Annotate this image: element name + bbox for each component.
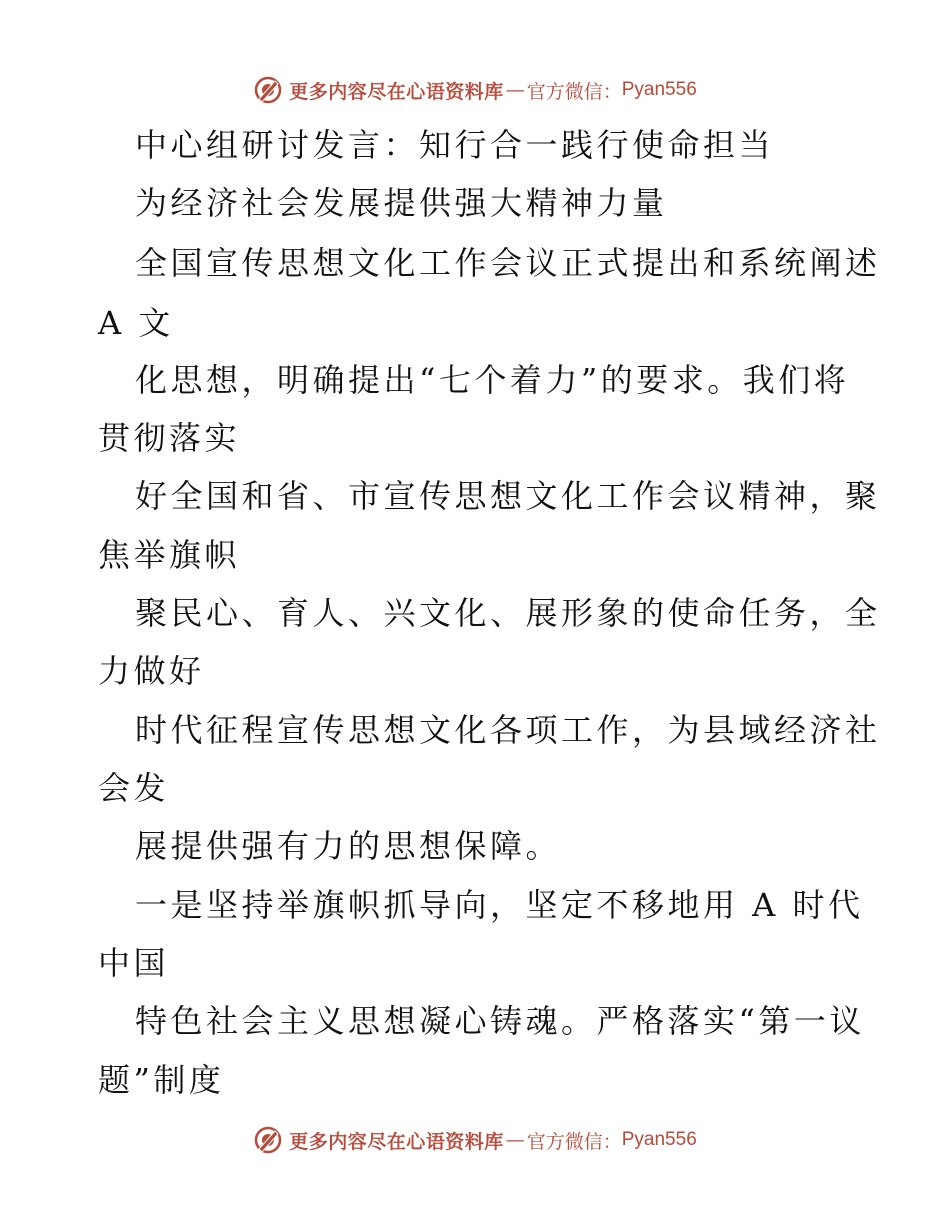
paragraph-line: 化思想，明确提出“七个着力”的要求。我们将 xyxy=(135,361,850,399)
paragraph-line: 时代征程宣传思想文化各项工作，为县域经济社 xyxy=(135,711,881,749)
header-banner xyxy=(0,70,950,110)
banner-title: 更多内容尽在心语资料库 xyxy=(289,1130,504,1153)
paragraph-line: 特色社会主义思想凝心铸魂。严格落实“第一议 xyxy=(135,1002,865,1040)
banner-dash: — xyxy=(505,1129,525,1151)
banner-wechat-id: Pyan556 xyxy=(621,1129,697,1150)
paragraph-line: 一是坚持举旗帜抓导向，坚定不移地用 A 时代 xyxy=(135,886,864,924)
footer-banner xyxy=(0,1120,950,1160)
paragraph-line: A 文 xyxy=(98,304,174,342)
paragraph-line: 中国 xyxy=(98,944,170,982)
banner-dash: — xyxy=(505,79,525,101)
paragraph-line: 好全国和省、市宣传思想文化工作会议精神，聚 xyxy=(135,477,881,515)
banner-title: 更多内容尽在心语资料库 xyxy=(289,80,504,103)
pen-circle-logo-icon xyxy=(253,75,283,105)
banner-wechat-id: Pyan556 xyxy=(621,79,697,100)
pen-circle-logo-icon xyxy=(253,1125,283,1155)
paragraph-line: 焦举旗帜 xyxy=(98,536,241,574)
banner-wechat-label: 官方微信： xyxy=(526,1130,622,1153)
paragraph-line: 展提供强有力的思想保障。 xyxy=(135,827,562,865)
paragraph-line: 会发 xyxy=(98,769,170,807)
paragraph-line: 力做好 xyxy=(98,652,205,690)
paragraph-line: 全国宣传思想文化工作会议正式提出和系统阐述 xyxy=(135,244,881,282)
title-line-2: 为经济社会发展提供强大精神力量 xyxy=(135,184,668,222)
paragraph-line: 题”制度 xyxy=(98,1061,225,1099)
paragraph-line: 贯彻落实 xyxy=(98,419,241,457)
banner-wechat-label: 官方微信： xyxy=(526,80,622,103)
paragraph-line: 聚民心、育人、兴文化、展形象的使命任务，全 xyxy=(135,594,881,632)
title-line-1: 中心组研讨发言：知行合一践行使命担当 xyxy=(135,126,775,164)
